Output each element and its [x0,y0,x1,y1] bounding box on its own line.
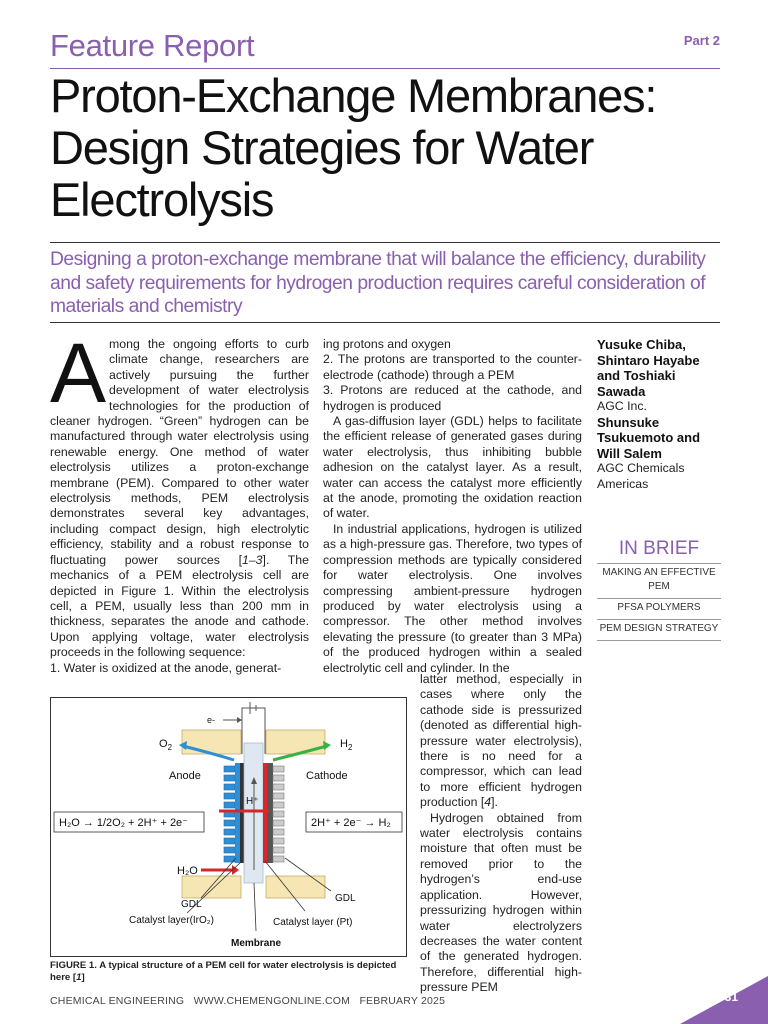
in-brief-item: MAKING AN EFFECTIVE PEM [597,563,721,598]
article-deck: Designing a proton-exchange membrane that will balance the efficiency, durability and safety requirements for hydrogen production requires careful consideration of materials and chemistry [50,249,706,318]
pem-cell-diagram [51,698,406,956]
anode-top-plate [182,730,241,754]
list-item: 1. Water is oxidized at the anode, generat- [50,660,282,675]
gdl-fin [273,802,284,808]
gdl-fin [273,811,284,817]
gdl-fin [273,766,284,772]
proton-label: H⁺ [246,796,259,807]
electron-label: e- [207,715,216,725]
list-item: 3. Protons are reduced at the cathode, and hydrogen is produced [323,383,582,413]
paragraph-text: ]. The mechanics of a PEM electrolysis cell are depicted in Figure 1. Within the electrolysis cell, a PEM, usually less than 200 mm in thickness, separates the anode and cathode. Upon applying voltage, water electrolysis proceeds in the following sequence: [50,552,309,660]
gdl-fin [224,829,235,835]
author-sidebar [597,337,721,492]
paragraph-text: ]. [491,795,498,810]
author-affiliation: AGC Chemicals Americas [597,461,685,491]
divider-deck [50,322,720,323]
body-paragraph [50,326,309,661]
water-label: H₂O [177,865,198,877]
body-paragraph: A gas-diffusion layer (GDL) helps to facilitate the efficient release of generated gases during water electrolysis, thus inhibiting bubble adhesion on the catalyst layer. As a result, water can access the catalyst more efficiently at the anode, promoting the oxidation reaction of water. [323,414,582,521]
cathode-electrode [267,763,273,863]
in-brief-title: IN BRIEF [618,538,700,559]
figure-caption [50,960,410,984]
caption-text: ] [81,972,85,983]
gdl-fin [273,856,284,862]
body-paragraph [420,672,582,811]
reference: 4 [484,795,492,810]
in-brief-item: PFSA POLYMERS [597,598,721,619]
gdl-fin [224,838,235,844]
body-paragraph: Hydrogen obtained from water electrolysis contains moisture that often must be removed prior to the hydrogen’s end-use application. However, pressurizing hydrogen within water electrolyzers decreases the water content of the generated hydrogen. Therefore, differential high-pressure PEM [420,810,582,995]
article-title: Proton-Exchange Membranes: Design Strategies for Water Electrolysis [50,69,657,227]
gdl-fin [224,775,235,781]
gdl-fin [224,793,235,799]
h2-arrow-head [323,741,331,750]
gdl-fin [273,775,284,781]
paragraph-text: latter method, especially in cases where only the cathode side is pressurized (denoted as differential high-pressure water electrolysis), there is no need for a compressor, which can lead to more efficient hydrogen production [ [420,672,582,810]
catalyst-right-label: Catalyst layer (Pt) [273,917,353,928]
in-brief-item: PEM DESIGN STRATEGY [597,619,721,641]
divider-title [50,242,720,243]
cathode-label: Cathode [306,770,348,782]
section-label: Feature Report [50,28,255,63]
page-number: 31 [724,990,738,1004]
gdl-fin [273,820,284,826]
gdl-fin [273,838,284,844]
anode-label: Anode [169,770,201,782]
author-names: Shunsuke Tsukuemoto and Will Salem [597,414,701,461]
gdl-right-label: GDL [335,893,356,904]
body-column-1 [50,326,309,676]
body-column-3 [420,672,582,996]
list-item: 2. The protons are transported to the counter-electrode (cathode) through a PEM [323,352,582,382]
body-paragraph: In industrial applications, hydrogen is utilized as a high-pressure gas. Therefore, two types of compression methods are typically considered for water electrolysis. One involves compressing ambient-pressure hydrogen produced by water electrolysis using a compressor. The other method involves elevating the pressure (to greater than 3 MPa) of the produced hydrogen within a sealed electrolytic cell and cylinder. In the [323,521,582,675]
gdl-fin [273,793,284,799]
cathode-gdl-fins [273,766,284,862]
anode-bottom-plate [182,876,241,898]
gdl-fin [224,847,235,853]
author-names: Yusuke Chiba, Shintaro Hayabe and Toshiaki Sawada [597,337,700,399]
gdl-fin [224,784,235,790]
part-label: Part 2 [683,33,720,48]
gdl-fin [224,766,235,772]
anode-gdl-fins [224,766,235,862]
in-brief-list [597,563,721,641]
gdl-fin [224,802,235,808]
gdl-left-label: GDL [181,899,202,910]
o2-label: $O_2$ [159,738,173,752]
gdl-fin [273,784,284,790]
cathode-bottom-plate [266,876,325,898]
h2-label: $H_2$ [340,738,353,752]
anode-gdl [235,763,240,863]
page-footer: CHEMICAL ENGINEERING WWW.CHEMENGONLINE.COM FEBRUARY 2025 [50,995,446,1007]
catalyst-left-label: Catalyst layer(IrO₂) [129,915,215,926]
drop-cap: A [50,326,107,420]
cathode-equation: 2H⁺ + 2e⁻ → H₂ [311,817,391,829]
caption-text: FIGURE 1. A typical structure of a PEM cell for water electrolysis is depicted here [ [50,960,397,983]
electron-arrow-head [237,717,242,723]
gdl-fin [273,829,284,835]
reference: 1–3 [242,552,263,567]
gdl-fin [224,820,235,826]
anode-equation: H₂O → 1/2O₂ + 2H⁺ + 2e⁻ [59,817,188,829]
paragraph-text: mong the ongoing efforts to curb climate change, researchers are actively pursuing the further development of water electrolysis technologies for the production of cleaner hydrogen. “Green” hydrogen can be manufactured through water electrolysis using renewable energy. One method of water electrolysis utilizes a proton-exchange membrane (PEM). Compared to other water electrolysis methods, PEM electrolysis demonstrates several key advantages, including compact design, high electrolytic efficiency, stability and a robust response to fluctuating power sources [ [50,337,309,567]
list-item: ing protons and oxygen [323,337,451,351]
figure-pem-cell [50,697,407,957]
author-affiliation: AGC Inc. [597,399,647,413]
membrane-label: Membrane [231,938,282,949]
anode-catalyst-layer [240,763,244,863]
leader-line [254,883,256,931]
body-column-2 [323,337,582,676]
gdl-fin [273,847,284,853]
caption-reference: 1 [76,972,82,983]
